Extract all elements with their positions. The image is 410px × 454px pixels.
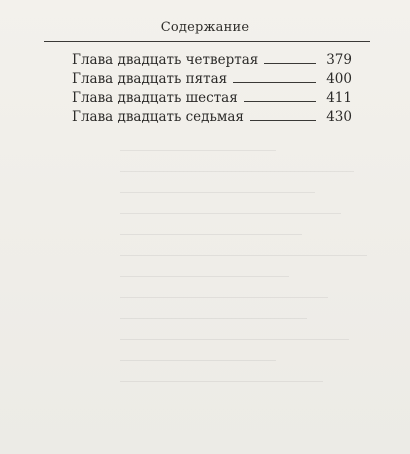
toc-entry	[72, 88, 352, 106]
running-head: Содержание	[160, 20, 250, 35]
toc-entry	[72, 107, 352, 125]
toc-entry-title: Глава двадцать седьмая	[72, 109, 244, 125]
show-through-texture	[120, 150, 380, 450]
toc-entry-page: 379	[326, 52, 352, 68]
toc-leader-line	[250, 120, 316, 121]
toc-leader-line	[233, 82, 316, 83]
header-rule	[44, 41, 370, 42]
toc-entry-title: Глава двадцать пятая	[72, 71, 228, 87]
toc-leader-line	[244, 101, 316, 102]
toc-leader-line	[264, 63, 316, 64]
toc-entry-page: 411	[326, 90, 352, 106]
toc-entry-page: 430	[326, 109, 352, 125]
table-of-contents	[72, 50, 352, 126]
toc-entry-title: Глава двадцать четвертая	[72, 52, 259, 68]
toc-entry	[72, 69, 352, 87]
toc-entry	[72, 50, 352, 68]
toc-entry-page: 400	[326, 71, 352, 87]
toc-entry-title: Глава двадцать шестая	[72, 90, 238, 106]
